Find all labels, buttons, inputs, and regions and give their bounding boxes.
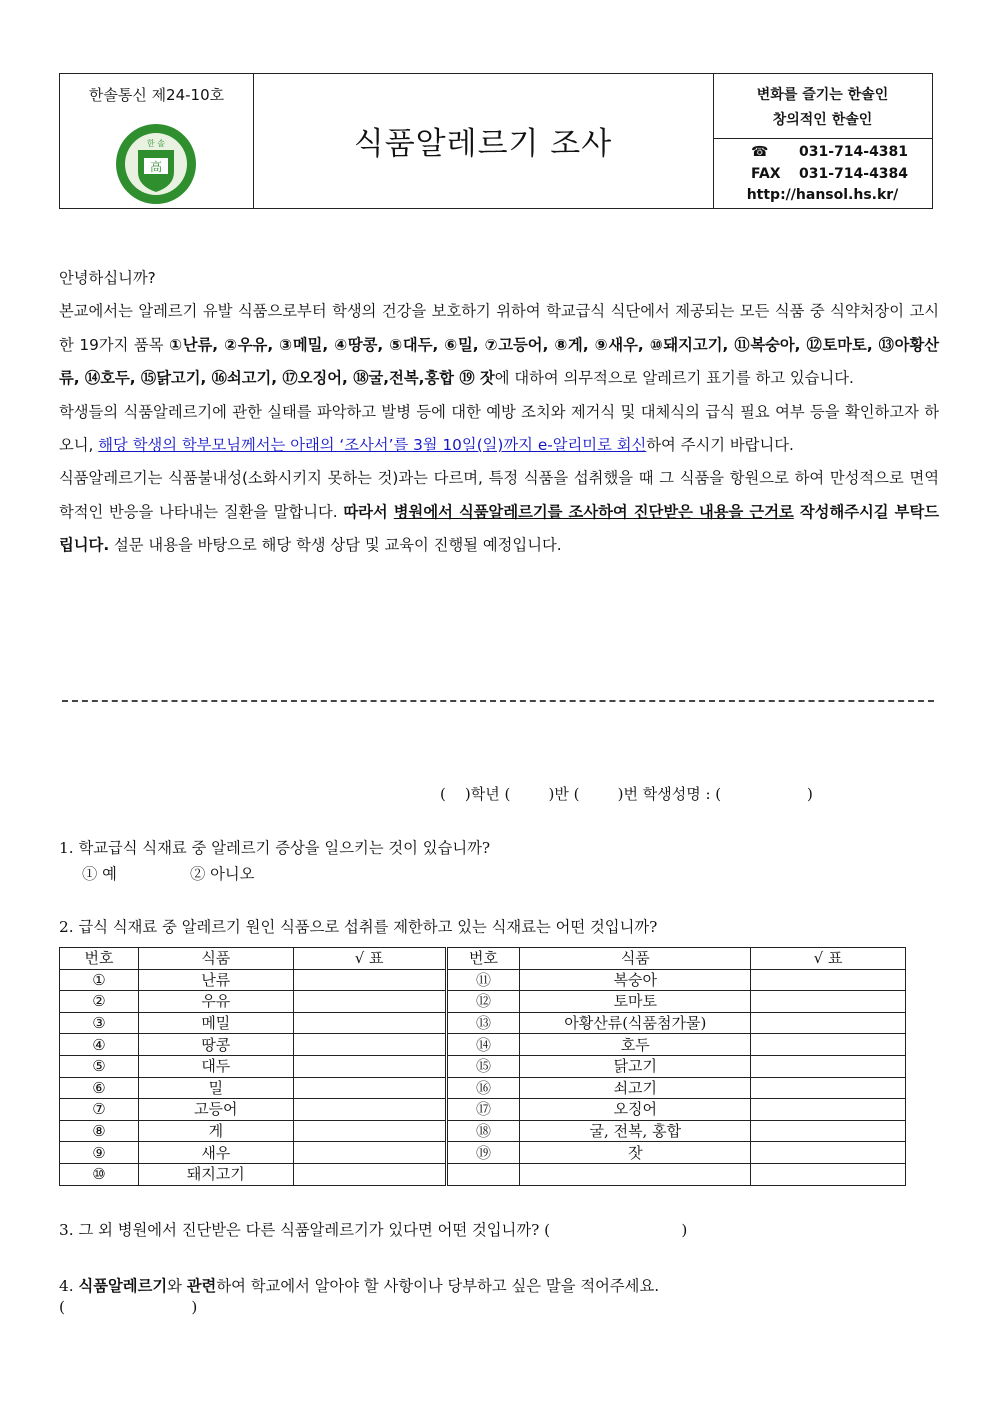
q1-option-yes[interactable]: ① 예 <box>82 865 117 883</box>
phone-number: 031-714-4381 <box>799 144 909 160</box>
question-1: 1. 학교급식 식재료 중 알레르기 증상을 일으키는 것이 있습니까? <box>59 839 491 857</box>
food-name: 닭고기 <box>520 1055 751 1077</box>
food-number: ⑪ <box>446 969 520 991</box>
table-row <box>60 1055 906 1077</box>
header-divider <box>713 138 932 139</box>
q4-number: 4. <box>59 1277 79 1295</box>
issue-number: 한솔통신 제24-10호 <box>88 86 225 104</box>
food-number: ⑩ <box>60 1163 139 1185</box>
header-check: √ 표 <box>293 948 446 970</box>
q4-bold-1: 식품알레르기 <box>78 1277 168 1295</box>
paragraph-1 <box>59 295 939 395</box>
table-row <box>60 991 906 1013</box>
food-number: ⑤ <box>60 1055 139 1077</box>
food-number: ③ <box>60 1012 139 1034</box>
check-cell[interactable] <box>751 1099 906 1121</box>
cut-line <box>62 700 934 702</box>
food-number: ② <box>60 991 139 1013</box>
phone-line <box>751 144 908 160</box>
table-row <box>60 1012 906 1034</box>
food-name: 새우 <box>138 1142 293 1164</box>
food-name: 굴, 전복, 홍합 <box>520 1120 751 1142</box>
check-cell[interactable] <box>293 991 446 1013</box>
food-number: ⑲ <box>446 1142 520 1164</box>
food-name: 아황산류(식품첨가물) <box>520 1012 751 1034</box>
food-number: ⑥ <box>60 1077 139 1099</box>
header-number-2: 번호 <box>446 948 520 970</box>
motto-line-2: 창의적인 한솔인 <box>772 112 873 128</box>
check-cell[interactable] <box>293 1077 446 1099</box>
check-cell[interactable] <box>751 1120 906 1142</box>
table-row <box>60 969 906 991</box>
allergen-checklist-table <box>59 947 906 1186</box>
header-number: 번호 <box>60 948 139 970</box>
q4-answer-blank[interactable]: ( ) <box>59 1298 198 1316</box>
check-cell[interactable] <box>293 1142 446 1164</box>
food-number: ⑫ <box>446 991 520 1013</box>
food-number: ① <box>60 969 139 991</box>
check-cell[interactable] <box>293 1099 446 1121</box>
paragraph-3-text: 식품알레르기는 식품불내성(소화시키지 못하는 것)과는 다르며, 특정 식품을 섭취했을 때 그 식품을 항원으로 하여 만성적으로 면역학적인 반응을 나타내는 질환을 말합니다. <box>59 469 939 521</box>
table-row <box>60 1142 906 1164</box>
q1-option-no[interactable]: ② 아니오 <box>190 865 255 883</box>
question-4 <box>59 1274 659 1296</box>
letter-body <box>59 262 939 563</box>
phone-icon: ☎ <box>751 144 769 160</box>
food-name: 돼지고기 <box>138 1163 293 1185</box>
food-number <box>446 1163 520 1185</box>
check-cell[interactable] <box>293 1012 446 1034</box>
check-cell[interactable] <box>293 1120 446 1142</box>
table-row <box>60 1077 906 1099</box>
food-name: 토마토 <box>520 991 751 1013</box>
fax-line <box>751 166 908 182</box>
table-row <box>60 1099 906 1121</box>
svg-text:高: 高 <box>149 160 163 174</box>
paragraph-1-text: 본교에서는 알레르기 유발 식품으로부터 학생의 건강을 보호하기 위하여 학교급식 식단에서 제공되는 모든 식품 중 식약처장이 고시한 19가지 품목 <box>59 302 939 354</box>
food-number: ⑦ <box>60 1099 139 1121</box>
newsletter-header <box>59 73 933 209</box>
food-number: ⑬ <box>446 1012 520 1034</box>
check-cell[interactable] <box>293 969 446 991</box>
reply-instruction-highlight: 해당 학생의 학부모님께서는 아래의 ‘조사서’를 3월 10일(일)까지 e-알리미로 회신 <box>98 436 647 455</box>
header-contact-cell <box>713 74 932 208</box>
header-title-cell <box>253 74 714 208</box>
food-name: 게 <box>138 1120 293 1142</box>
paragraph-2-text: 학생들의 식품알레르기에 관한 실태를 파악하고 발병 등에 대한 예방 조치와 제거식 및 대체식의 급식 필요 여부 등을 확인하고자 하오니, <box>59 402 939 455</box>
fax-number: 031-714-4384 <box>799 166 909 182</box>
page-title: 식품알레르기 조사 <box>353 126 613 162</box>
svg-text:한 솔: 한 솔 <box>147 139 165 148</box>
food-name: 잣 <box>520 1142 751 1164</box>
header-food-2: 식품 <box>520 948 751 970</box>
food-number: ④ <box>60 1034 139 1056</box>
check-cell[interactable] <box>751 969 906 991</box>
motto-line-1: 변화를 즐기는 한솔인 <box>756 87 889 103</box>
question-2: 2. 급식 식재료 중 알레르기 원인 식품으로 섭취를 제한하고 있는 식재료는 어떤 것입니까? <box>59 918 658 936</box>
food-number: ⑭ <box>446 1034 520 1056</box>
food-name: 메밀 <box>138 1012 293 1034</box>
food-name: 오징어 <box>520 1099 751 1121</box>
paragraph-3-bold-underlined: 병원에서 식품알레르기를 조사하여 진단받은 내용을 근거로 <box>393 502 794 521</box>
check-cell[interactable] <box>751 1077 906 1099</box>
table-header-row <box>60 948 906 970</box>
check-cell[interactable] <box>751 991 906 1013</box>
food-name: 호두 <box>520 1034 751 1056</box>
table-row <box>60 1034 906 1056</box>
paragraph-3-end: 설문 내용을 바탕으로 해당 학생 상담 및 교육이 진행될 예정입니다. <box>109 536 562 555</box>
food-number: ⑯ <box>446 1077 520 1099</box>
food-number: ⑨ <box>60 1142 139 1164</box>
greeting: 안녕하십니까? <box>59 269 156 287</box>
paragraph-3 <box>59 462 939 562</box>
header-food: 식품 <box>138 948 293 970</box>
food-name: 난류 <box>138 969 293 991</box>
paragraph-3-bold-a: 따라서 <box>343 502 394 521</box>
food-name: 고등어 <box>138 1099 293 1121</box>
food-name: 대두 <box>138 1055 293 1077</box>
paragraph-3-bold-b: 작성해주시길 부탁드립니다. <box>59 502 939 555</box>
fax-label: FAX <box>751 166 781 182</box>
table-row <box>60 1163 906 1185</box>
food-name: 복숭아 <box>520 969 751 991</box>
q4-mid: 와 <box>167 1277 187 1295</box>
school-logo-emblem <box>114 122 198 206</box>
table-row <box>60 1120 906 1142</box>
student-info-line[interactable]: ( )학년 ( )반 ( )번 학생성명 : ( ) <box>440 785 813 803</box>
food-number: ⑱ <box>446 1120 520 1142</box>
check-cell[interactable] <box>751 1055 906 1077</box>
check-cell[interactable] <box>293 1055 446 1077</box>
food-name: 우유 <box>138 991 293 1013</box>
header-left-cell <box>60 74 254 208</box>
food-name: 땅콩 <box>138 1034 293 1056</box>
check-cell[interactable] <box>751 1142 906 1164</box>
food-name: 쇠고기 <box>520 1077 751 1099</box>
check-cell[interactable] <box>751 1163 906 1185</box>
q4-text: 하여 학교에서 알아야 할 사항이나 당부하고 싶은 말을 적어주세요. <box>216 1277 660 1295</box>
paragraph-2 <box>59 396 939 463</box>
school-url[interactable]: http://hansol.hs.kr/ <box>746 187 899 203</box>
header-check-2: √ 표 <box>751 948 906 970</box>
check-cell[interactable] <box>293 1163 446 1185</box>
q4-bold-2: 관련 <box>186 1277 217 1295</box>
question-3[interactable]: 3. 그 외 병원에서 진단받은 다른 식품알레르기가 있다면 어떤 것입니까? ( ) <box>59 1221 688 1239</box>
food-number: ⑧ <box>60 1120 139 1142</box>
check-cell[interactable] <box>751 1034 906 1056</box>
check-cell[interactable] <box>293 1034 446 1056</box>
food-name: 밀 <box>138 1077 293 1099</box>
paragraph-1-end: 에 대하여 의무적으로 알레르기 표기를 하고 있습니다. <box>494 369 854 388</box>
food-number: ⑮ <box>446 1055 520 1077</box>
paragraph-2-end: 하여 주시기 바랍니다. <box>646 436 794 455</box>
allergen-list: ①난류, ②우유, ③메밀, ④땅콩, ⑤대두, ⑥밀, ⑦고등어, ⑧게, ⑨새우, ⑩돼지고기, ⑪복숭아, ⑫토마토, ⑬아황산류, ⑭호두, ⑮닭고기, ⑯쇠고기, ⑰오징어, ⑱굴,전복,홍합 ⑲ 잣 <box>59 335 940 388</box>
food-number: ⑰ <box>446 1099 520 1121</box>
check-cell[interactable] <box>751 1012 906 1034</box>
food-name <box>520 1163 751 1185</box>
